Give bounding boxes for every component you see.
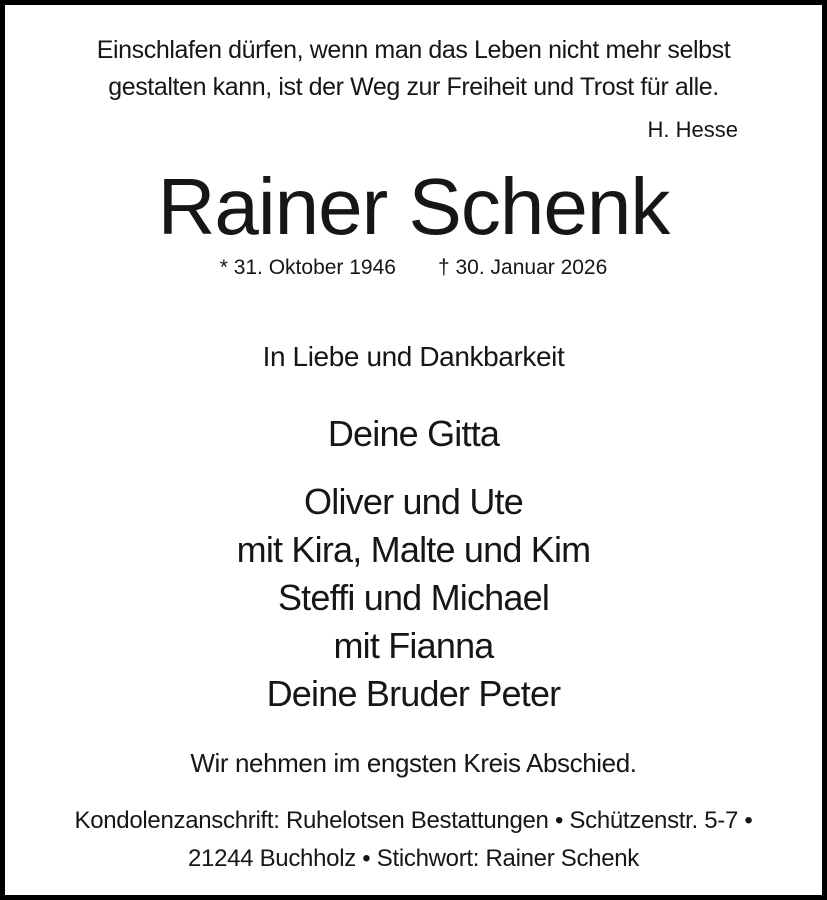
- quote-attribution: H. Hesse: [647, 117, 738, 142]
- mourners-list: [5, 478, 822, 718]
- closing-line: Wir nehmen im engsten Kreis Abschied.: [190, 748, 637, 778]
- birth-date: * 31. Oktober 1946: [219, 256, 396, 279]
- life-dates: [5, 254, 822, 282]
- mourner-line: Oliver und Ute: [304, 481, 523, 522]
- mourner-line: Steffi und Michael: [277, 577, 550, 618]
- mourner-gitta: Deine Gitta: [327, 413, 500, 454]
- dedication-line: In Liebe und Dankbarkeit: [262, 341, 565, 372]
- memorial-quote: [5, 32, 822, 106]
- quote-line-1: Einschlafen dürfen, wenn man das Leben nicht mehr selbst: [96, 36, 731, 64]
- condolence-address: [5, 802, 822, 878]
- mourner-line: Deine Bruder Peter: [266, 673, 561, 714]
- condolence-line-2: 21244 Buchholz • Stichwort: Rainer Schenk: [187, 845, 640, 872]
- deceased-name: Rainer Schenk: [157, 162, 670, 251]
- death-date: † 30. Januar 2026: [437, 256, 608, 279]
- quote-line-2: gestalten kann, ist der Weg zur Freiheit und Trost für alle.: [108, 73, 719, 101]
- mourner-line: mit Kira, Malte und Kim: [236, 529, 591, 570]
- mourner-line: mit Fianna: [333, 625, 494, 666]
- condolence-line-1: Kondolenzanschrift: Ruhelotsen Bestattungen • Schützenstr. 5-7 •: [74, 807, 753, 834]
